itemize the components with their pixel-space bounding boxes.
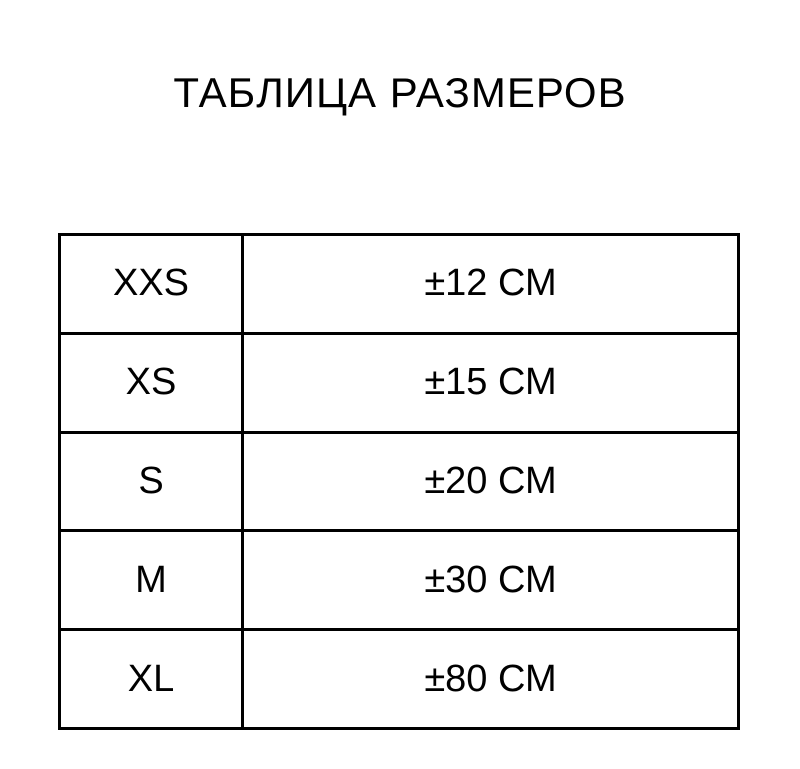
value-cell: ±80 СМ (243, 630, 739, 729)
size-cell: XXS (60, 235, 243, 334)
value-cell: ±30 СМ (243, 531, 739, 630)
value-cell: ±20 СМ (243, 432, 739, 531)
size-cell: M (60, 531, 243, 630)
size-cell: S (60, 432, 243, 531)
size-cell: XL (60, 630, 243, 729)
value-cell: ±15 СМ (243, 333, 739, 432)
table-row (60, 235, 739, 334)
table-row (60, 630, 739, 729)
table-row (60, 531, 739, 630)
size-table (58, 233, 740, 730)
page-title: ТАБЛИЦА РАЗМЕРОВ (173, 69, 627, 116)
size-cell: XS (60, 333, 243, 432)
table-row (60, 333, 739, 432)
value-cell: ±12 СМ (243, 235, 739, 334)
table-row (60, 432, 739, 531)
